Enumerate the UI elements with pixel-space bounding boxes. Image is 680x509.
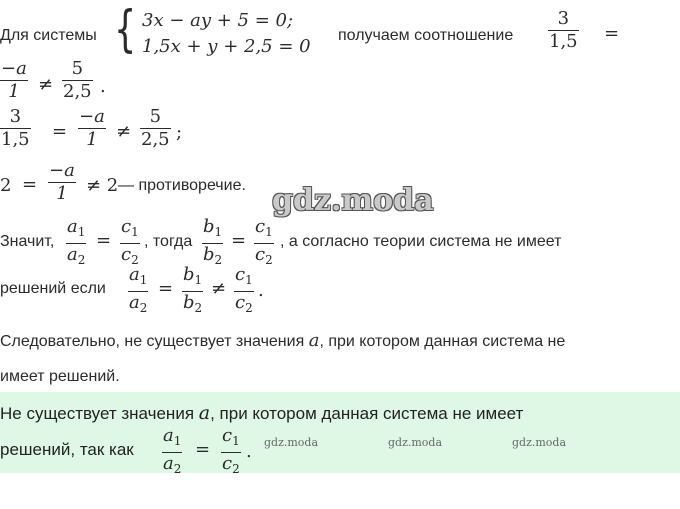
fraction-b1-over-b2-b: $b_1$ $b_2$ (183, 264, 203, 315)
therefore-text: Значит, (0, 233, 55, 250)
no-solutions-if-text: решений если (0, 280, 106, 297)
theory-text: , а согласно теории система не имеет (280, 233, 562, 250)
period: . (100, 76, 106, 97)
answer-text-line2: решений, так как (0, 440, 134, 459)
system-equation-2: 1,5x + y + 2,5 = 0 (142, 36, 311, 57)
semicolon: ; (176, 122, 183, 143)
watermark-small-3: gdz.moda (512, 436, 567, 449)
answer-text: Не существует значения a, при котором данная система не имеет (0, 402, 524, 424)
period: . (246, 441, 252, 462)
fraction-c1-over-c2-answer: $c_1$ $c_2$ (222, 425, 240, 476)
fraction-minus-a-over-1: −a 1 (1, 58, 27, 102)
fraction-c1-over-c2-c: $c_1$ $c_2$ (235, 264, 253, 315)
equals-sign: = (96, 230, 112, 251)
fraction-a1-over-a2-answer: $a_1$ $a_2$ (163, 425, 182, 476)
not-equal-2: ≠ 2 (86, 175, 119, 196)
equals-sign: = (195, 439, 211, 460)
relation-text: получаем соотношение (338, 27, 514, 44)
equals-sign: = (604, 23, 620, 44)
fraction-c1-over-c2-b: $c_1$ $c_2$ (255, 216, 273, 267)
equals-sign: = (22, 174, 38, 195)
system-brace: { (114, 0, 137, 58)
watermark-small-2: gdz.moda (388, 436, 443, 449)
conclusion-paragraph-line2: имеет решений. (0, 368, 120, 385)
not-equal-sign: ≠ (38, 74, 54, 95)
contradiction-text: — противоречие. (118, 177, 246, 194)
not-equal-sign: ≠ (116, 121, 132, 142)
fraction-5-over-2-5-b: 5 2,5 (141, 106, 170, 150)
system-equation-1: 3x − ay + 5 = 0; (142, 10, 294, 31)
not-equal-sign: ≠ (211, 278, 227, 299)
watermark-logo: gdz.moda (272, 183, 434, 218)
fraction-c1-over-c2: $c_1$ $c_2$ (121, 216, 139, 267)
fraction-a1-over-a2: $a_1$ $a_2$ (67, 216, 86, 267)
fraction-minus-a-over-1-c: −a 1 (49, 160, 75, 204)
fraction-minus-a-over-1-b: −a 1 (79, 106, 105, 150)
fraction-5-over-2-5: 5 2,5 (63, 58, 92, 102)
then-text: , тогда (144, 233, 193, 250)
fraction-a1-over-a2-b: $a_1$ $a_2$ (129, 264, 148, 315)
number-2: 2 (0, 175, 12, 196)
conclusion-paragraph: Следовательно, не существует значения a, при котором данная система не (0, 330, 566, 351)
intro-text: Для системы (0, 27, 97, 44)
equals-sign: = (158, 278, 174, 299)
fraction-b1-over-b2: $b_1$ $b_2$ (203, 216, 223, 267)
equals-sign: = (52, 121, 68, 142)
fraction-3-over-1-5-b: 3 1,5 (1, 106, 30, 150)
fraction-3-over-1-5: 3 1,5 (549, 8, 578, 52)
watermark-small-1: gdz.moda (264, 436, 319, 449)
period: . (258, 280, 264, 301)
equals-sign: = (231, 230, 247, 251)
